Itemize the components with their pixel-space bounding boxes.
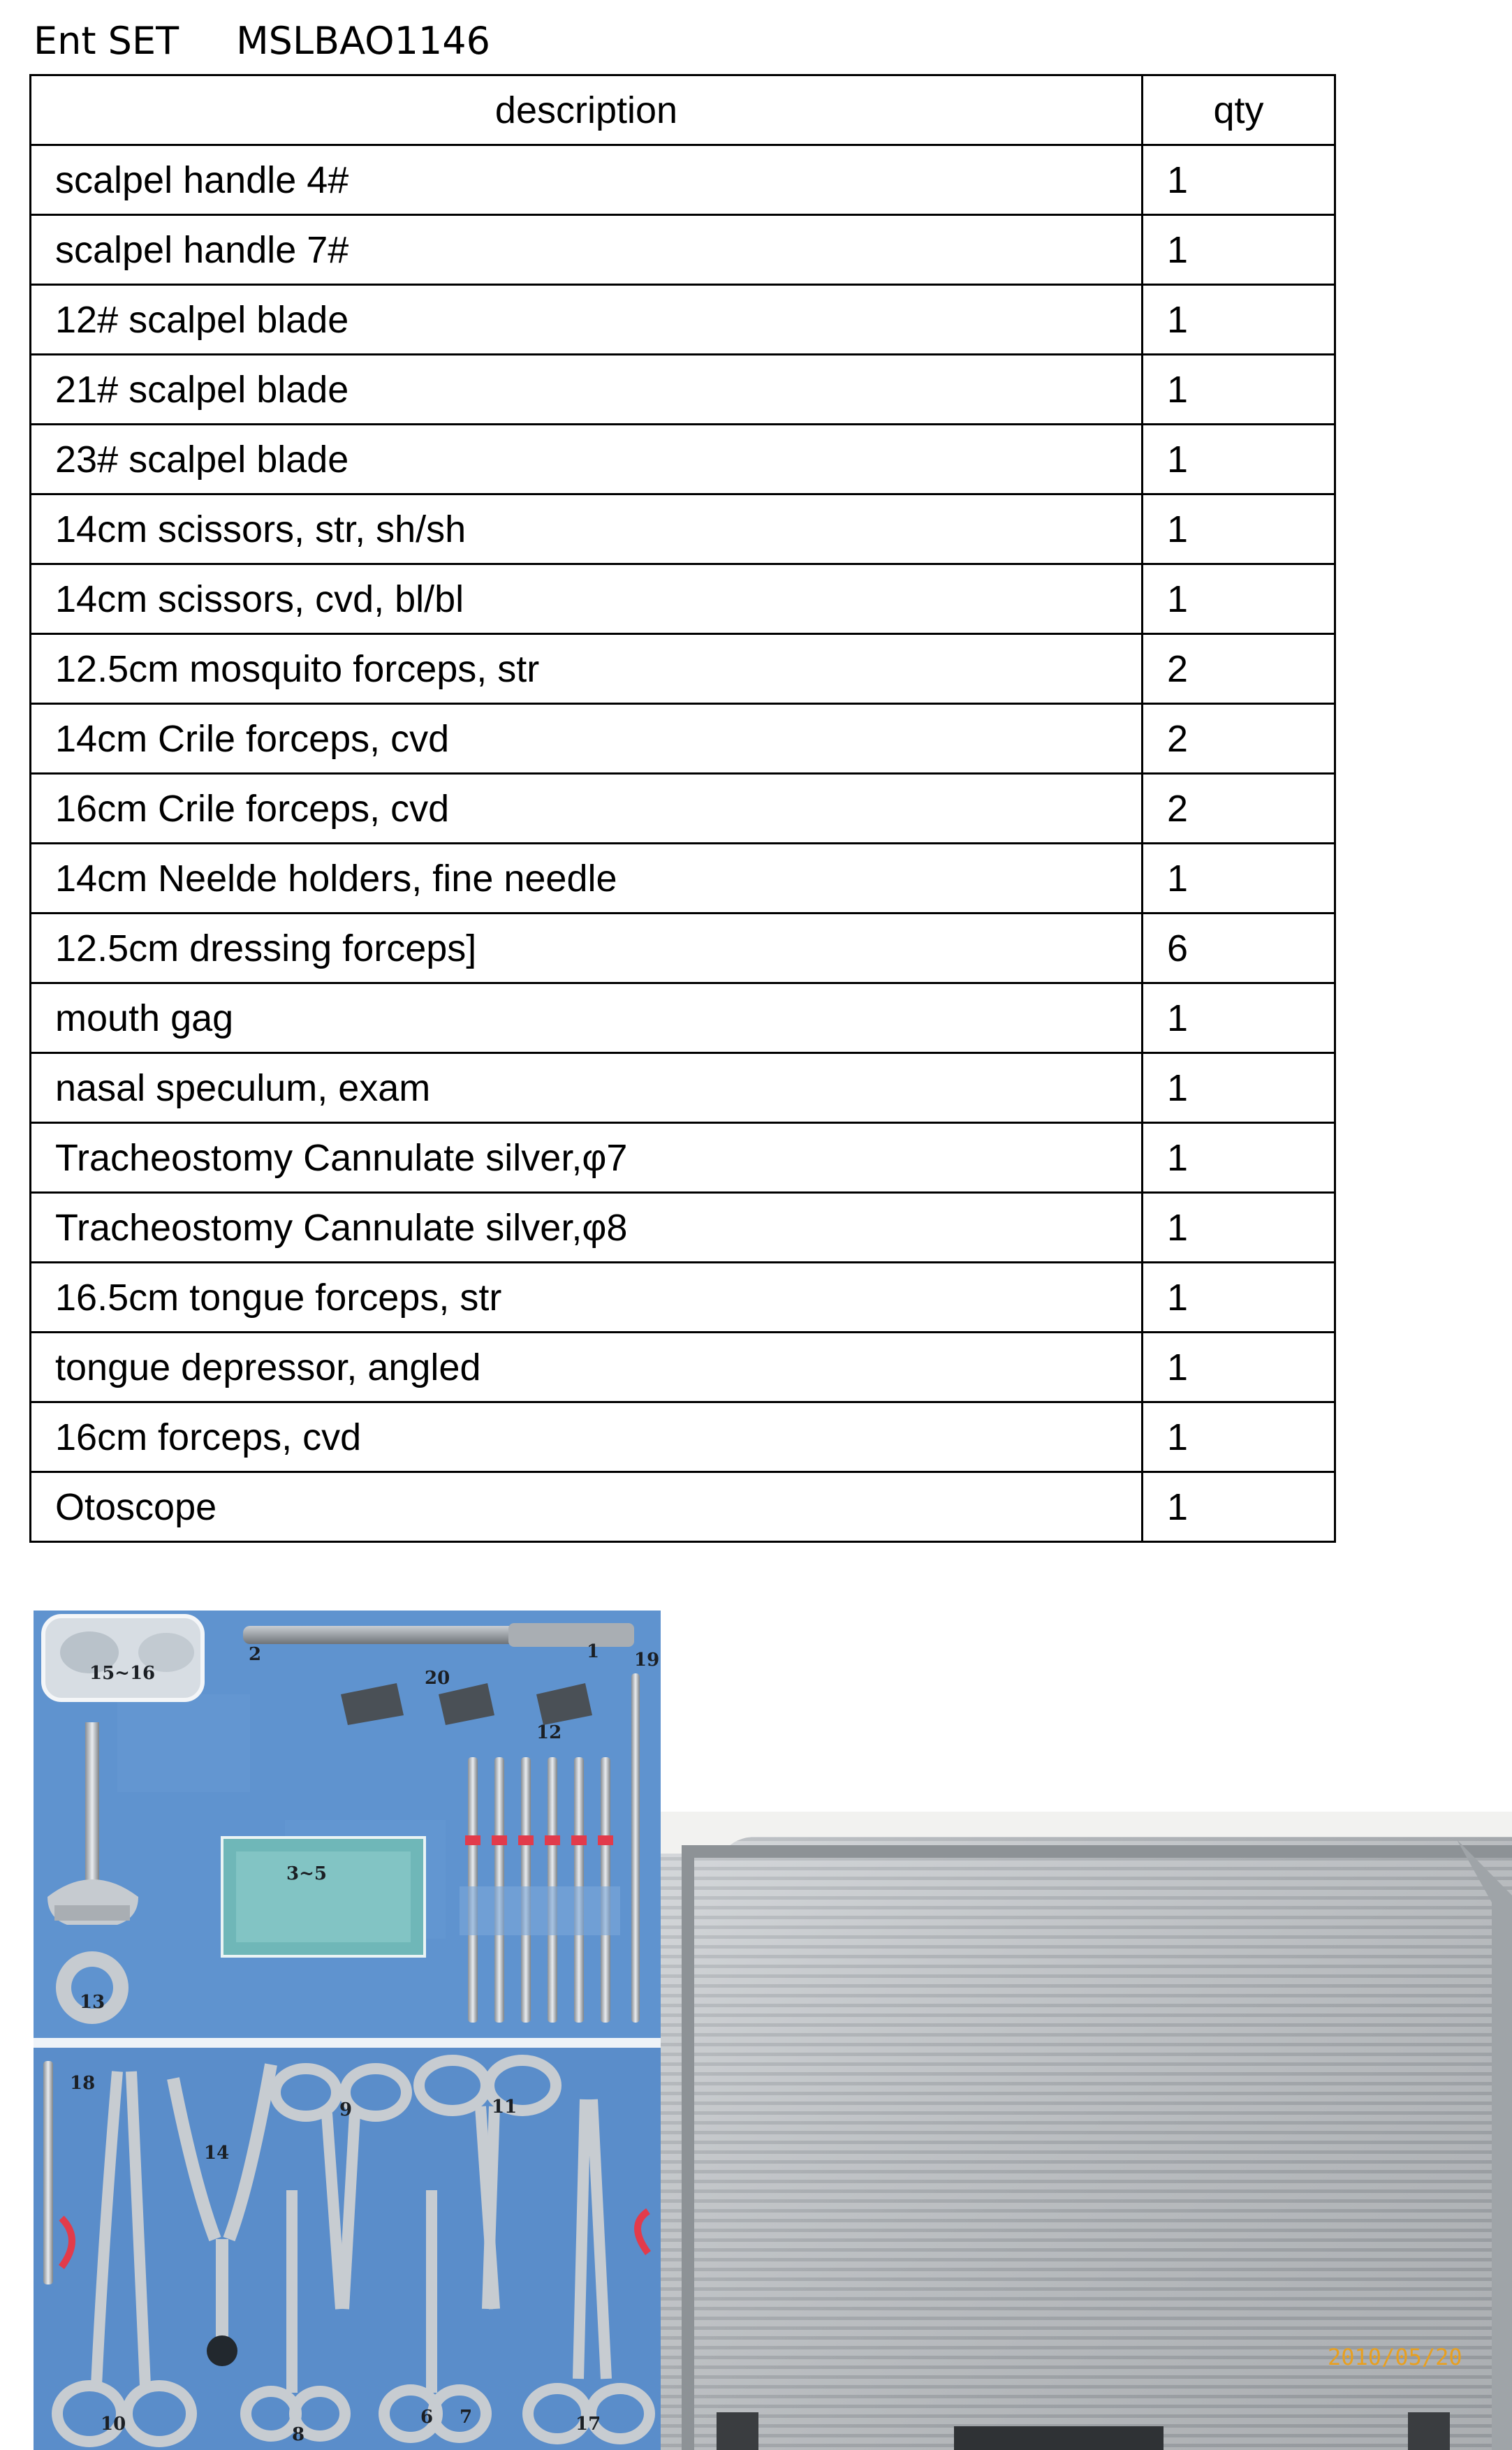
- table-row: [31, 425, 1335, 494]
- item-qty: 1: [1143, 494, 1335, 564]
- item-qty: 1: [1143, 215, 1335, 285]
- item-qty: 1: [1143, 285, 1335, 355]
- instrument-number-label: 6: [420, 2407, 434, 2428]
- item-qty: 1: [1143, 1472, 1335, 1542]
- table-row: [31, 983, 1335, 1053]
- table-row: [31, 215, 1335, 285]
- item-description: tongue depressor, angled: [31, 1333, 1143, 1402]
- item-description: nasal speculum, exam: [31, 1053, 1143, 1123]
- item-description: 12.5cm mosquito forceps, str: [31, 634, 1143, 704]
- item-description: 23# scalpel blade: [31, 425, 1143, 494]
- item-description: Tracheostomy Cannulate silver,φ8: [31, 1193, 1143, 1263]
- instrument-number-label: 7: [460, 2407, 473, 2428]
- instrument-number-label: 8: [292, 2424, 305, 2445]
- item-qty: 1: [1143, 1402, 1335, 1472]
- item-qty: 1: [1143, 1053, 1335, 1123]
- instrument-number-label: 13: [80, 1992, 105, 2013]
- item-description: 12# scalpel blade: [31, 285, 1143, 355]
- instrument-number-label: 3~5: [286, 1863, 327, 1884]
- item-description: scalpel handle 7#: [31, 215, 1143, 285]
- table-row: [31, 1263, 1335, 1333]
- table-row: [31, 285, 1335, 355]
- item-qty: 1: [1143, 1193, 1335, 1263]
- instrument-number-label: 20: [425, 1668, 450, 1689]
- table-row: [31, 355, 1335, 425]
- item-qty: 6: [1143, 914, 1335, 983]
- table-row: [31, 704, 1335, 774]
- item-description: 21# scalpel blade: [31, 355, 1143, 425]
- photo-date-stamp: 2010/05/20: [1328, 2344, 1462, 2370]
- item-qty: 1: [1143, 1333, 1335, 1402]
- item-description: 12.5cm dressing forceps]: [31, 914, 1143, 983]
- instrument-tray-photo: [34, 1611, 661, 2450]
- item-qty: 1: [1143, 564, 1335, 634]
- table-row: [31, 774, 1335, 844]
- table-row: [31, 844, 1335, 914]
- item-qty: 1: [1143, 1263, 1335, 1333]
- instrument-number-label: 10: [101, 2414, 126, 2435]
- instrument-number-label: 12: [536, 1722, 562, 1743]
- item-description: 14cm Neelde holders, fine needle: [31, 844, 1143, 914]
- item-description: 14cm scissors, cvd, bl/bl: [31, 564, 1143, 634]
- item-description: 16cm forceps, cvd: [31, 1402, 1143, 1472]
- set-code: MSLBAO1146: [236, 19, 490, 63]
- item-qty: 2: [1143, 634, 1335, 704]
- instrument-number-label: 1: [587, 1641, 600, 1662]
- item-qty: 1: [1143, 355, 1335, 425]
- item-qty: 2: [1143, 774, 1335, 844]
- item-qty: 1: [1143, 1123, 1335, 1193]
- instrument-number-label: 18: [70, 2073, 96, 2094]
- item-qty: 2: [1143, 704, 1335, 774]
- instrument-number-label: 9: [339, 2099, 353, 2120]
- item-qty: 1: [1143, 983, 1335, 1053]
- set-title: [34, 15, 490, 67]
- item-description: 16.5cm tongue forceps, str: [31, 1263, 1143, 1333]
- item-qty: 1: [1143, 844, 1335, 914]
- instrument-number-label: 11: [492, 2097, 518, 2118]
- table-row: [31, 1333, 1335, 1402]
- item-description: Otoscope: [31, 1472, 1143, 1542]
- instrument-number-label: 19: [634, 1650, 660, 1671]
- table-row: [31, 494, 1335, 564]
- instrument-number-label: 17: [575, 2414, 601, 2435]
- table-row: [31, 1472, 1335, 1542]
- table-row: [31, 914, 1335, 983]
- item-qty: 1: [1143, 425, 1335, 494]
- item-description: scalpel handle 4#: [31, 145, 1143, 215]
- carrying-case-photo: [661, 1812, 1512, 2450]
- set-name: Ent SET: [34, 19, 179, 63]
- instrument-number-label: 2: [249, 1644, 262, 1665]
- table-row: [31, 1402, 1335, 1472]
- table-row: [31, 1193, 1335, 1263]
- table-row: [31, 564, 1335, 634]
- instrument-number-label: 14: [204, 2143, 230, 2164]
- table-row: [31, 634, 1335, 704]
- item-description: 16cm Crile forceps, cvd: [31, 774, 1143, 844]
- column-header-qty: qty: [1143, 75, 1335, 145]
- table-row: [31, 145, 1335, 215]
- instrument-number-label: 15~16: [89, 1663, 156, 1684]
- table-row: [31, 1123, 1335, 1193]
- column-header-description: description: [31, 75, 1143, 145]
- item-description: 14cm scissors, str, sh/sh: [31, 494, 1143, 564]
- instrument-tray-illustration: [34, 1611, 661, 2450]
- table-header-row: [31, 75, 1335, 145]
- item-qty: 1: [1143, 145, 1335, 215]
- item-description: Tracheostomy Cannulate silver,φ7: [31, 1123, 1143, 1193]
- item-description: 14cm Crile forceps, cvd: [31, 704, 1143, 774]
- instrument-table: [29, 74, 1336, 1543]
- table-row: [31, 1053, 1335, 1123]
- item-description: mouth gag: [31, 983, 1143, 1053]
